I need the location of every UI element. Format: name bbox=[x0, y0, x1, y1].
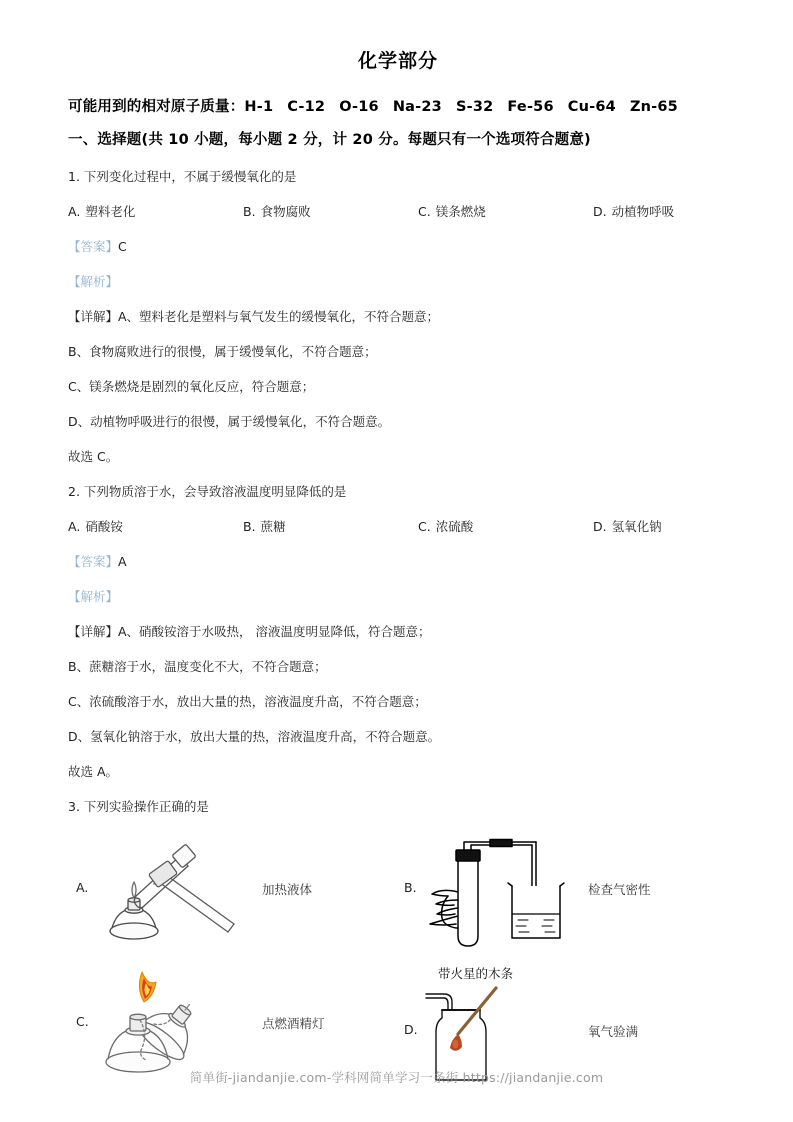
option-text: 动植物呼吸 bbox=[611, 204, 675, 219]
question-1-detail-a: 【详解】A、塑料老化是塑料与氧气发生的缓慢氧化，不符合题意； bbox=[68, 309, 440, 324]
question-2-detail-c: C、浓硫酸溶于水，放出大量的热，溶液温度升高，不符合题意； bbox=[68, 694, 427, 709]
atomic-mass-label: 可能用到的相对原子质量： bbox=[68, 99, 245, 115]
question-1-option-a[interactable] bbox=[68, 202, 243, 220]
option-text: 蔗糖 bbox=[260, 519, 286, 534]
atomic-mass-item: C-12 bbox=[287, 99, 326, 115]
option-letter: B. bbox=[243, 519, 256, 534]
figure-option-letter: B. bbox=[404, 880, 417, 895]
question-1-option-c[interactable] bbox=[418, 202, 593, 220]
test-tube-heating-diagram bbox=[96, 836, 256, 956]
answer-tag: 【答案】 bbox=[68, 554, 119, 569]
question-1-option-b[interactable] bbox=[243, 202, 418, 220]
question-1-detail-b: B、食物腐败进行的很慢，属于缓慢氧化，不符合题意； bbox=[68, 344, 377, 359]
question-2-detail-d: D、氢氧化钠溶于水，放出大量的热，溶液温度升高，不符合题意。 bbox=[68, 729, 441, 744]
question-2 bbox=[68, 482, 728, 780]
question-1-conclusion: 故选 C。 bbox=[68, 449, 119, 464]
atomic-mass-item: Zn-65 bbox=[629, 99, 678, 115]
airtightness-check-diagram bbox=[424, 834, 574, 960]
figure-option-caption: 加热液体 bbox=[262, 882, 313, 897]
page-title: 化学部分 bbox=[357, 50, 438, 72]
atomic-mass-item: H-1 bbox=[244, 99, 274, 115]
answer-value: A bbox=[118, 554, 127, 569]
figure-option-caption: 氧气验满 bbox=[588, 1024, 639, 1039]
footer-watermark: 简单街-jiandanjie.com-学科网简单学习一条街 https://jiandanjie.com bbox=[189, 1070, 604, 1085]
figure-option-caption: 点燃酒精灯 bbox=[262, 1016, 325, 1031]
option-text: 硝酸铵 bbox=[85, 519, 123, 534]
option-letter: C. bbox=[418, 204, 431, 219]
question-1-detail-c: C、镁条燃烧是剧烈的氧化反应，符合题意； bbox=[68, 379, 315, 394]
question-1 bbox=[68, 167, 728, 465]
question-2-answer bbox=[68, 552, 728, 570]
analysis-tag: 【解析】 bbox=[68, 589, 119, 604]
option-letter: D. bbox=[593, 519, 607, 534]
option-letter: B. bbox=[243, 204, 256, 219]
question-1-analysis-tag bbox=[68, 272, 728, 290]
figure-option-letter: D. bbox=[404, 1022, 418, 1037]
atomic-mass-item: Fe-56 bbox=[507, 99, 554, 115]
question-2-detail-b: B、蔗糖溶于水，温度变化不大，不符合题意； bbox=[68, 659, 327, 674]
option-text: 氢氧化钠 bbox=[611, 519, 662, 534]
question-2-conclusion: 故选 A。 bbox=[68, 764, 119, 779]
atomic-mass-item: Cu-64 bbox=[567, 99, 616, 115]
question-2-option-b[interactable] bbox=[243, 517, 418, 535]
question-2-stem: 2. 下列物质溶于水，会导致溶液温度明显降低的是 bbox=[68, 484, 347, 499]
question-3-option-a[interactable] bbox=[68, 832, 398, 962]
option-text: 镁条燃烧 bbox=[435, 204, 486, 219]
question-3-figure-options bbox=[68, 832, 728, 1097]
question-3-stem: 3. 下列实验操作正确的是 bbox=[68, 799, 209, 814]
option-text: 食物腐败 bbox=[260, 204, 311, 219]
atomic-mass-item: S-32 bbox=[455, 99, 494, 115]
question-2-analysis-tag bbox=[68, 587, 728, 605]
option-letter: A. bbox=[68, 204, 81, 219]
option-text: 浓硫酸 bbox=[435, 519, 474, 534]
glowing-splint-label: 带火星的木条 bbox=[438, 966, 514, 981]
atomic-mass-line bbox=[68, 95, 728, 116]
question-1-answer bbox=[68, 237, 728, 255]
atomic-mass-item: Na-23 bbox=[392, 99, 442, 115]
question-3-option-b[interactable] bbox=[398, 832, 728, 962]
atomic-mass-values bbox=[244, 99, 692, 115]
answer-value: C bbox=[118, 239, 127, 254]
question-2-option-d[interactable] bbox=[593, 517, 768, 535]
question-2-options bbox=[68, 517, 728, 535]
figure-option-caption: 检查气密性 bbox=[588, 882, 651, 897]
question-1-options bbox=[68, 202, 728, 220]
section-heading: 一、选择题(共 10 小题，每小题 2 分，计 20 分。每题只有一个选项符合题意) bbox=[68, 132, 591, 148]
answer-tag: 【答案】 bbox=[68, 239, 119, 254]
document-content bbox=[68, 46, 728, 1097]
question-1-detail-d: D、动植物呼吸进行的很慢，属于缓慢氧化，不符合题意。 bbox=[68, 414, 391, 429]
question-3 bbox=[68, 797, 728, 1097]
question-2-detail-a: 【详解】A、硝酸铵溶于水吸热， 溶液温度明显降低，符合题意； bbox=[68, 624, 431, 639]
figure-option-letter: A. bbox=[76, 880, 89, 895]
question-2-option-c[interactable] bbox=[418, 517, 593, 535]
atomic-mass-item: O-16 bbox=[339, 99, 379, 115]
option-letter: D. bbox=[593, 204, 607, 219]
option-letter: C. bbox=[418, 519, 431, 534]
question-1-option-d[interactable] bbox=[593, 202, 768, 220]
question-2-option-a[interactable] bbox=[68, 517, 243, 535]
question-1-stem: 1. 下列变化过程中，不属于缓慢氧化的是 bbox=[68, 169, 297, 184]
analysis-tag: 【解析】 bbox=[68, 274, 119, 289]
option-text: 塑料老化 bbox=[85, 204, 136, 219]
figure-option-letter: C. bbox=[76, 1014, 89, 1029]
option-letter: A. bbox=[68, 519, 81, 534]
